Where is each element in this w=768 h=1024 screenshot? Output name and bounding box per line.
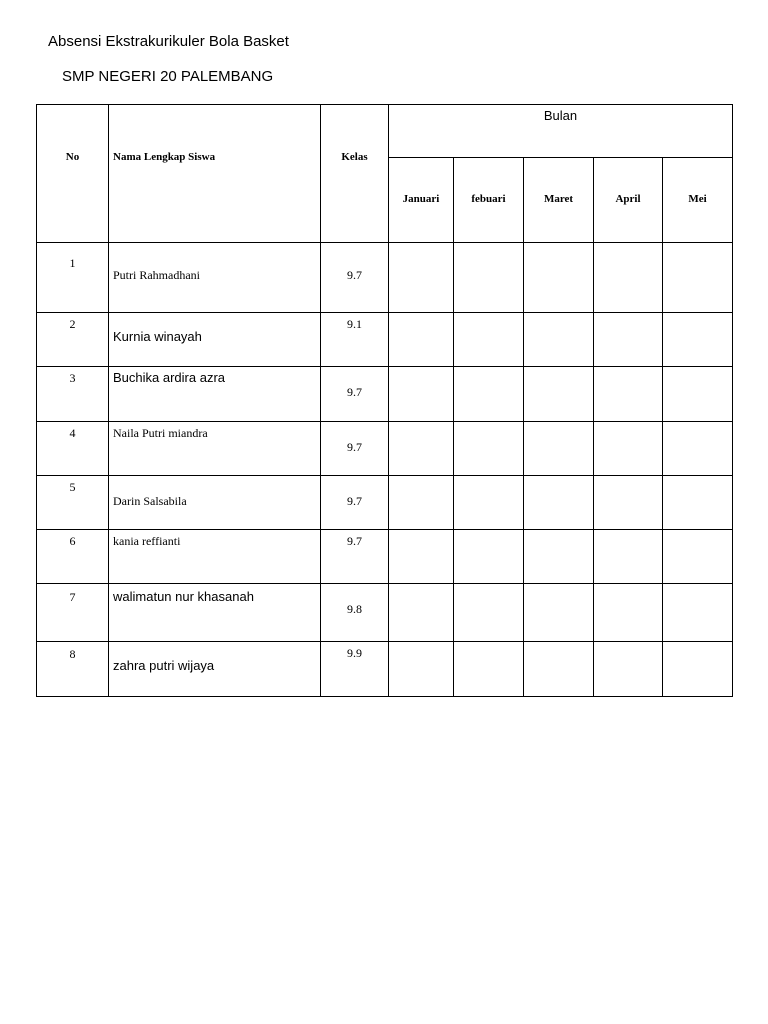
row-no-cell — [36, 475, 108, 529]
student-kelas: 9.7 — [347, 440, 362, 454]
header-no-cell — [36, 104, 108, 242]
attendance-cell[interactable] — [388, 583, 453, 641]
row-no: 5 — [69, 480, 76, 494]
row-no: 7 — [69, 590, 76, 604]
header-kelas-cell — [320, 104, 388, 242]
row-kelas-cell — [320, 583, 388, 641]
month-header-cell — [662, 157, 732, 242]
header-bulan-cell — [388, 104, 732, 157]
header-name: Nama Lengkap Siswa — [113, 151, 216, 163]
row-no-cell — [36, 529, 108, 583]
month-header-cell — [593, 157, 662, 242]
row-kelas-cell — [320, 312, 388, 366]
attendance-cell[interactable] — [523, 529, 593, 583]
month-header: Maret — [543, 193, 574, 205]
row-name-cell — [108, 529, 320, 583]
attendance-cell[interactable] — [523, 366, 593, 421]
header-no: No — [65, 151, 80, 163]
student-kelas: 9.7 — [347, 534, 362, 548]
row-no: 1 — [69, 256, 76, 270]
row-name-cell — [108, 421, 320, 475]
row-kelas-cell — [320, 641, 388, 696]
attendance-cell[interactable] — [453, 421, 523, 475]
student-name: Putri Rahmadhani — [113, 268, 200, 282]
row-no: 3 — [69, 371, 76, 385]
row-name-cell — [108, 312, 320, 366]
row-kelas-cell — [320, 475, 388, 529]
row-no: 6 — [69, 534, 76, 548]
attendance-cell[interactable] — [388, 242, 453, 312]
student-name: zahra putri wijaya — [113, 658, 215, 673]
header-bulan: Bulan — [543, 108, 578, 123]
month-header-cell — [453, 157, 523, 242]
attendance-cell[interactable] — [523, 475, 593, 529]
attendance-cell[interactable] — [388, 475, 453, 529]
attendance-cell[interactable] — [662, 312, 732, 366]
attendance-cell[interactable] — [523, 641, 593, 696]
row-name-cell — [108, 475, 320, 529]
attendance-cell[interactable] — [523, 421, 593, 475]
month-header-cell — [388, 157, 453, 242]
student-name: walimatun nur khasanah — [113, 589, 254, 604]
attendance-cell[interactable] — [453, 583, 523, 641]
attendance-cell[interactable] — [662, 529, 732, 583]
row-name-cell — [108, 583, 320, 641]
month-header-cell — [523, 157, 593, 242]
attendance-cell[interactable] — [453, 529, 523, 583]
attendance-cell[interactable] — [453, 475, 523, 529]
attendance-cell[interactable] — [453, 641, 523, 696]
row-no-cell — [36, 242, 108, 312]
student-kelas: 9.7 — [347, 268, 362, 282]
student-kelas: 9.9 — [347, 646, 362, 660]
table-bottom-border — [36, 696, 733, 697]
student-name: Naila Putri miandra — [113, 426, 208, 440]
row-no: 4 — [69, 426, 76, 440]
attendance-cell[interactable] — [593, 529, 662, 583]
row-kelas-cell — [320, 421, 388, 475]
attendance-cell[interactable] — [453, 242, 523, 312]
row-kelas-cell — [320, 529, 388, 583]
student-kelas: 9.7 — [347, 385, 362, 399]
attendance-cell[interactable] — [662, 366, 732, 421]
attendance-cell[interactable] — [388, 421, 453, 475]
row-no-cell — [36, 583, 108, 641]
attendance-cell[interactable] — [593, 312, 662, 366]
attendance-cell[interactable] — [593, 475, 662, 529]
attendance-cell[interactable] — [593, 421, 662, 475]
row-name-cell — [108, 366, 320, 421]
header-kelas: Kelas — [341, 151, 368, 163]
attendance-cell[interactable] — [593, 583, 662, 641]
attendance-cell[interactable] — [453, 312, 523, 366]
attendance-cell[interactable] — [662, 242, 732, 312]
attendance-cell[interactable] — [388, 312, 453, 366]
attendance-cell[interactable] — [523, 242, 593, 312]
attendance-cell[interactable] — [453, 366, 523, 421]
student-name: Kurnia winayah — [113, 329, 202, 344]
attendance-cell[interactable] — [388, 641, 453, 696]
student-name: Buchika ardira azra — [113, 370, 225, 385]
row-name-cell — [108, 641, 320, 696]
attendance-cell[interactable] — [523, 583, 593, 641]
school-name: SMP NEGERI 20 PALEMBANG — [62, 68, 274, 85]
month-header: April — [615, 193, 641, 205]
month-header: Januari — [402, 193, 440, 205]
attendance-cell[interactable] — [593, 366, 662, 421]
row-no-cell — [36, 421, 108, 475]
row-no: 2 — [69, 317, 76, 331]
student-kelas: 9.8 — [347, 602, 362, 616]
document-title: Absensi Ekstrakurikuler Bola Basket — [48, 33, 289, 50]
attendance-cell[interactable] — [593, 641, 662, 696]
row-kelas-cell — [320, 366, 388, 421]
attendance-cell[interactable] — [662, 641, 732, 696]
student-name: Darin Salsabila — [113, 494, 187, 508]
attendance-cell[interactable] — [388, 529, 453, 583]
attendance-cell[interactable] — [523, 312, 593, 366]
table-right-border — [732, 104, 733, 697]
month-header: febuari — [471, 193, 506, 205]
student-kelas: 9.7 — [347, 494, 362, 508]
row-no-cell — [36, 641, 108, 696]
header-name-cell — [108, 104, 320, 242]
student-name: kania reffianti — [113, 534, 181, 548]
row-no-cell — [36, 366, 108, 421]
row-no: 8 — [69, 647, 76, 661]
attendance-cell[interactable] — [662, 475, 732, 529]
attendance-cell[interactable] — [662, 583, 732, 641]
row-no-cell — [36, 312, 108, 366]
attendance-cell[interactable] — [662, 421, 732, 475]
month-header: Mei — [688, 193, 707, 205]
attendance-cell[interactable] — [388, 366, 453, 421]
row-name-cell — [108, 242, 320, 312]
attendance-cell[interactable] — [593, 242, 662, 312]
row-kelas-cell — [320, 242, 388, 312]
student-kelas: 9.1 — [347, 317, 362, 331]
